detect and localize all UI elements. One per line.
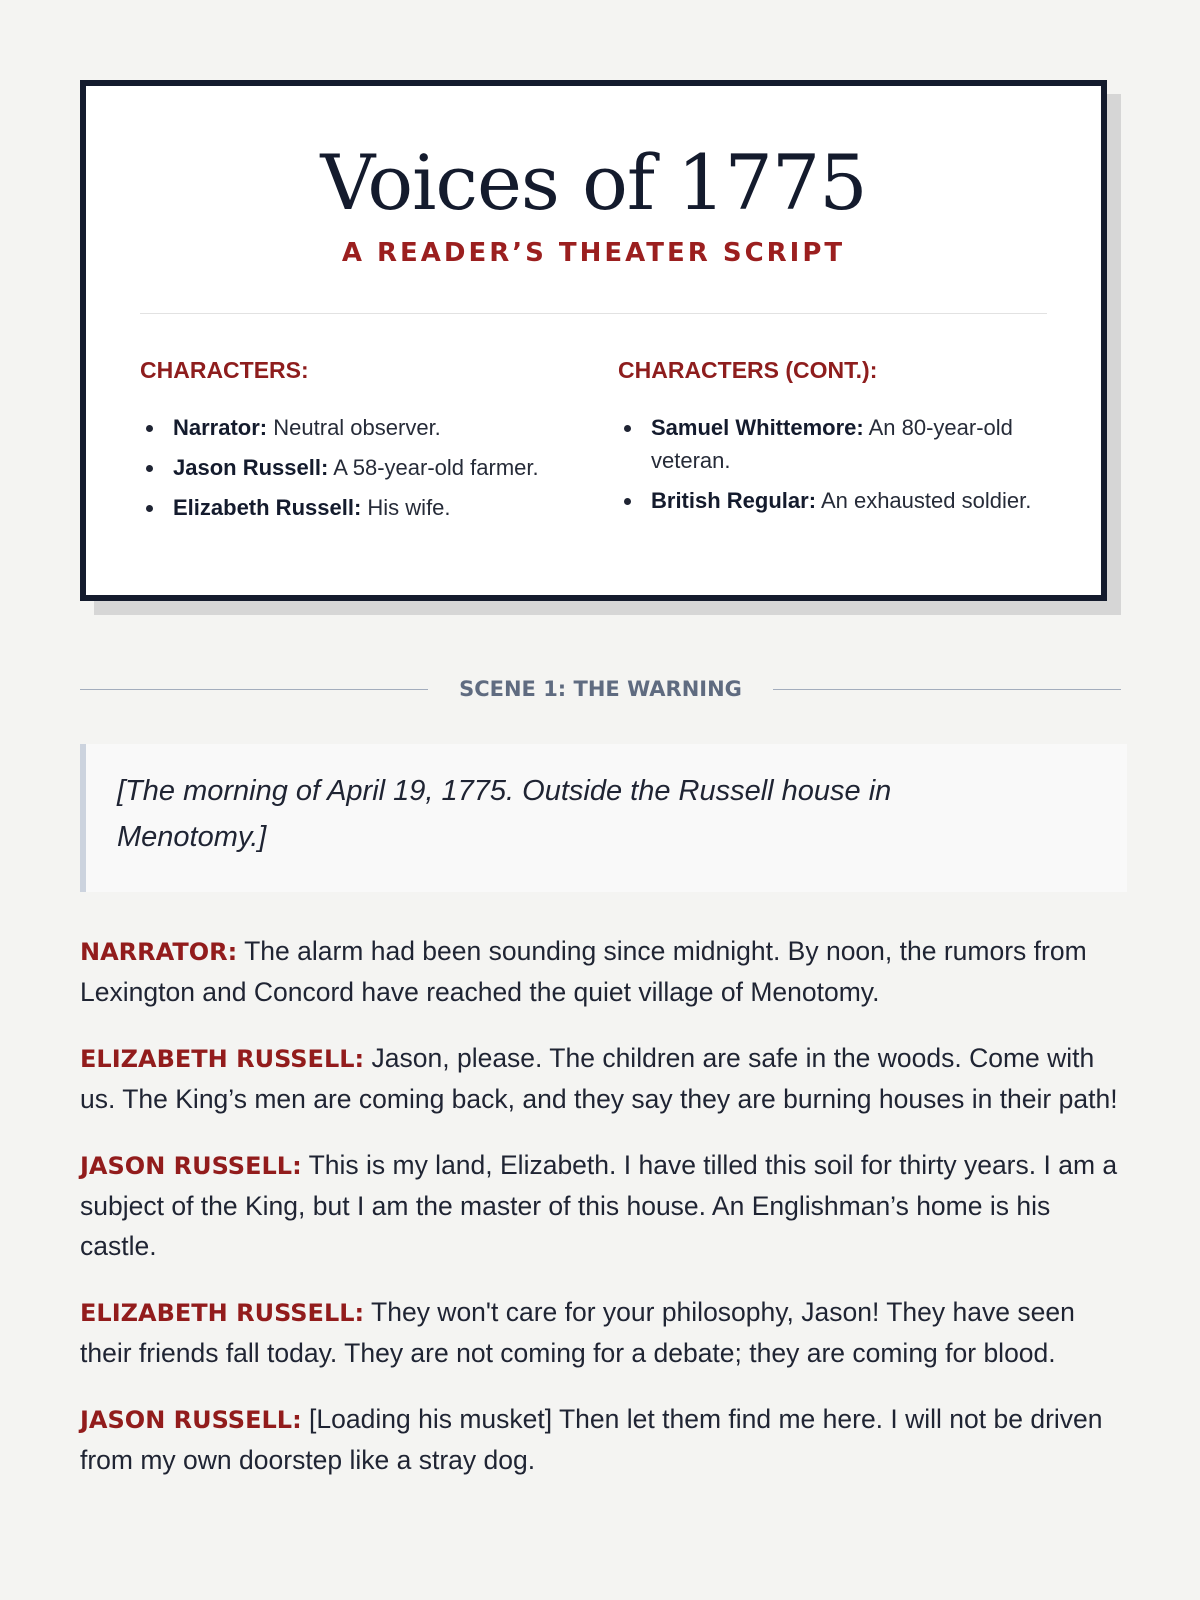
stage-direction bbox=[80, 744, 1127, 892]
character-name: Samuel Whittemore: bbox=[651, 415, 864, 440]
stage-direction-text: [The morning of April 19, 1775. Outside the Russell house in Menotomy.] bbox=[117, 775, 892, 853]
characters-column-right bbox=[618, 356, 1048, 524]
character-name: Narrator: bbox=[173, 415, 268, 440]
dialogue-line bbox=[80, 1038, 1121, 1119]
character-description: An exhausted soldier. bbox=[820, 488, 1032, 513]
line-text: Jason, please. The children are safe in the woods. Come with us. The King’s men are coming back, and they say they are burning houses in their path! bbox=[80, 1043, 1118, 1114]
speaker-name: ELIZABETH RUSSELL: bbox=[80, 1299, 365, 1327]
character-item bbox=[140, 491, 580, 524]
characters-column-left bbox=[140, 356, 580, 531]
characters-heading: CHARACTERS: bbox=[140, 357, 309, 383]
speaker-name: JASON RUSSELL: bbox=[80, 1406, 302, 1434]
character-description: A 58-year-old farmer. bbox=[333, 455, 539, 480]
character-item bbox=[140, 411, 580, 444]
character-description: An 80-year-old veteran. bbox=[651, 415, 1013, 473]
dialogue-line bbox=[80, 1399, 1121, 1480]
character-item bbox=[618, 411, 1048, 477]
character-list-right bbox=[618, 411, 1048, 517]
character-list-left bbox=[140, 411, 580, 524]
character-description: Neutral observer. bbox=[273, 415, 441, 440]
scene-rule-left bbox=[80, 689, 428, 690]
speaker-name: JASON RUSSELL: bbox=[80, 1152, 302, 1180]
character-name: Jason Russell: bbox=[173, 455, 329, 480]
characters-cont-heading: CHARACTERS (CONT.): bbox=[618, 357, 878, 383]
character-description: His wife. bbox=[367, 495, 451, 520]
speaker-name: ELIZABETH RUSSELL: bbox=[80, 1045, 365, 1073]
title-card-frame bbox=[80, 80, 1107, 601]
line-text: [Loading his musket] Then let them find me here. I will not be driven from my own doorstep like a stray dog. bbox=[80, 1404, 1103, 1475]
scene-title: SCENE 1: THE WARNING bbox=[459, 677, 742, 701]
script-subtitle: A READER’S THEATER SCRIPT bbox=[341, 238, 846, 268]
line-text: This is my land, Elizabeth. I have tilled this soil for thirty years. I am a subject of the King, but I am the master of this house. An Englishman’s home is his castle. bbox=[80, 1150, 1118, 1261]
speaker-name: NARRATOR: bbox=[80, 938, 238, 966]
scene-rule-right bbox=[773, 689, 1121, 690]
dialogue bbox=[80, 931, 1121, 1506]
line-text: They won't care for your philosophy, Jason! They have seen their friends fall today. They are not coming for a debate; they are coming for blood. bbox=[80, 1297, 1075, 1368]
character-name: Elizabeth Russell: bbox=[173, 495, 362, 520]
card-divider bbox=[140, 313, 1047, 314]
dialogue-line bbox=[80, 1292, 1121, 1373]
line-text: The alarm had been sounding since midnight. By noon, the rumors from Lexington and Concord have reached the quiet village of Menotomy. bbox=[80, 936, 1087, 1007]
title-card bbox=[80, 80, 1121, 615]
script-page bbox=[80, 80, 1121, 1475]
character-name: British Regular: bbox=[651, 488, 817, 513]
dialogue-line bbox=[80, 931, 1121, 1012]
scene-divider bbox=[80, 674, 1121, 704]
character-item bbox=[618, 484, 1048, 517]
script-title: Voices of 1775 bbox=[320, 138, 867, 227]
dialogue-line bbox=[80, 1145, 1121, 1266]
character-item bbox=[140, 451, 580, 484]
